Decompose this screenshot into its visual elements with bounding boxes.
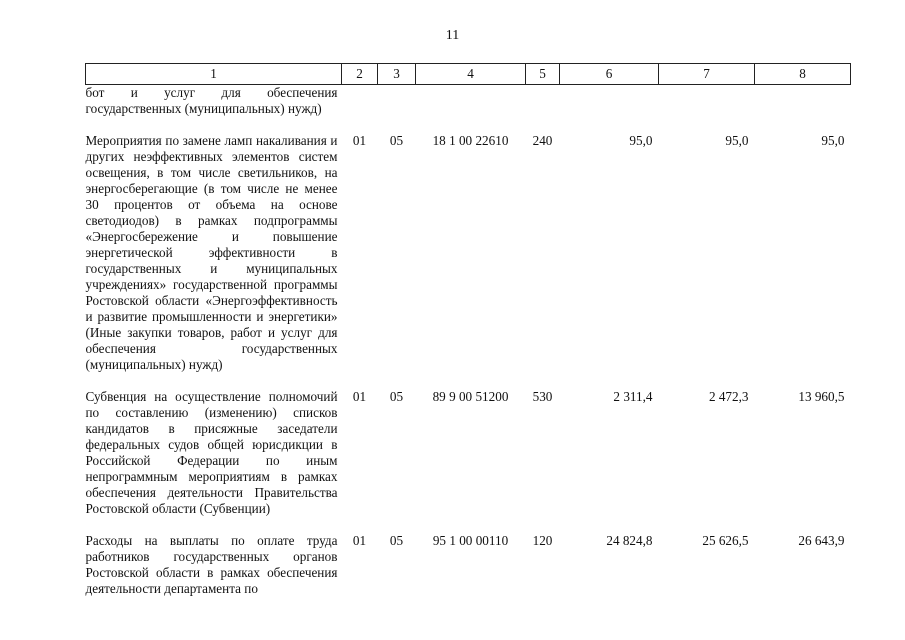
cell-subsection: 05 (389, 389, 404, 404)
column-header: 1 (86, 64, 342, 85)
cell-expense-type (526, 85, 560, 118)
column-header: 6 (560, 64, 659, 85)
table-row (86, 117, 851, 373)
cell-section: 01 (352, 389, 367, 404)
cell-expense-type: 530 (532, 389, 553, 404)
row-description: Мероприятия по замене ламп накаливания и других неэффективных элементов систем освещения, в том числе светильников, на энергосберегающие (в том числе не менее 30 процентов от объема на основе светодиодов) в рамках подпрограммы «Энергосбережение и повышение энергетической эффективности в государственных и муниципальных учреждениях» государственной программы Ростовской области «Энергоэффективность и развитие промышленности и энергетики» (Иные закупки товаров, работ и услуг для обеспечения государственных (муниципальных) нужд) (85, 133, 338, 372)
cell-expense-type: 120 (532, 533, 553, 548)
cell-subsection: 05 (389, 133, 404, 148)
cell-subsection: 05 (389, 533, 404, 548)
table-row (86, 373, 851, 517)
cell-amount-1 (560, 85, 659, 118)
page-number: 11 (445, 28, 460, 43)
cell-target-code (416, 85, 526, 118)
cell-amount-3: 95,0 (821, 133, 845, 148)
column-header: 7 (659, 64, 755, 85)
table-row (86, 517, 851, 597)
cell-section (342, 85, 378, 118)
cell-amount-2: 95,0 (725, 133, 749, 148)
budget-table (85, 63, 851, 597)
cell-section: 01 (352, 133, 367, 148)
cell-subsection (378, 85, 416, 118)
column-header: 2 (342, 64, 378, 85)
column-header: 3 (378, 64, 416, 85)
cell-target-code: 95 1 00 00110 (432, 533, 509, 548)
column-header: 8 (755, 64, 851, 85)
cell-amount-3: 13 960,5 (798, 389, 845, 404)
cell-target-code: 89 9 00 51200 (432, 389, 509, 404)
cell-amount-1: 2 311,4 (613, 389, 653, 404)
column-header: 4 (416, 64, 526, 85)
table-row (86, 85, 851, 118)
cell-section: 01 (352, 533, 367, 548)
cell-amount-3 (755, 85, 851, 118)
table-header-row (86, 64, 851, 85)
row-description: Расходы на выплаты по оплате труда работников государственных органов Ростовской области в рамках обеспечения деятельности департамента по (85, 533, 338, 596)
cell-amount-1: 95,0 (629, 133, 653, 148)
row-description: бот и услуг для обеспечения государственных (муниципальных) нужд) (85, 85, 338, 116)
cell-target-code: 18 1 00 22610 (432, 133, 509, 148)
cell-expense-type: 240 (532, 133, 553, 148)
cell-amount-2: 2 472,3 (708, 389, 749, 404)
cell-amount-3: 26 643,9 (798, 533, 845, 548)
cell-amount-2 (659, 85, 755, 118)
row-description: Субвенция на осуществление полномочий по составлению (изменению) списков кандидатов в присяжные заседатели федеральных судов общей юрисдикции в Российской Федерации по иным непрограммным мероприятиям в рамках обеспечения деятельности Правительства Ростовской области (Субвенции) (85, 389, 338, 516)
cell-amount-2: 25 626,5 (702, 533, 749, 548)
column-header: 5 (526, 64, 560, 85)
cell-amount-1: 24 824,8 (606, 533, 653, 548)
